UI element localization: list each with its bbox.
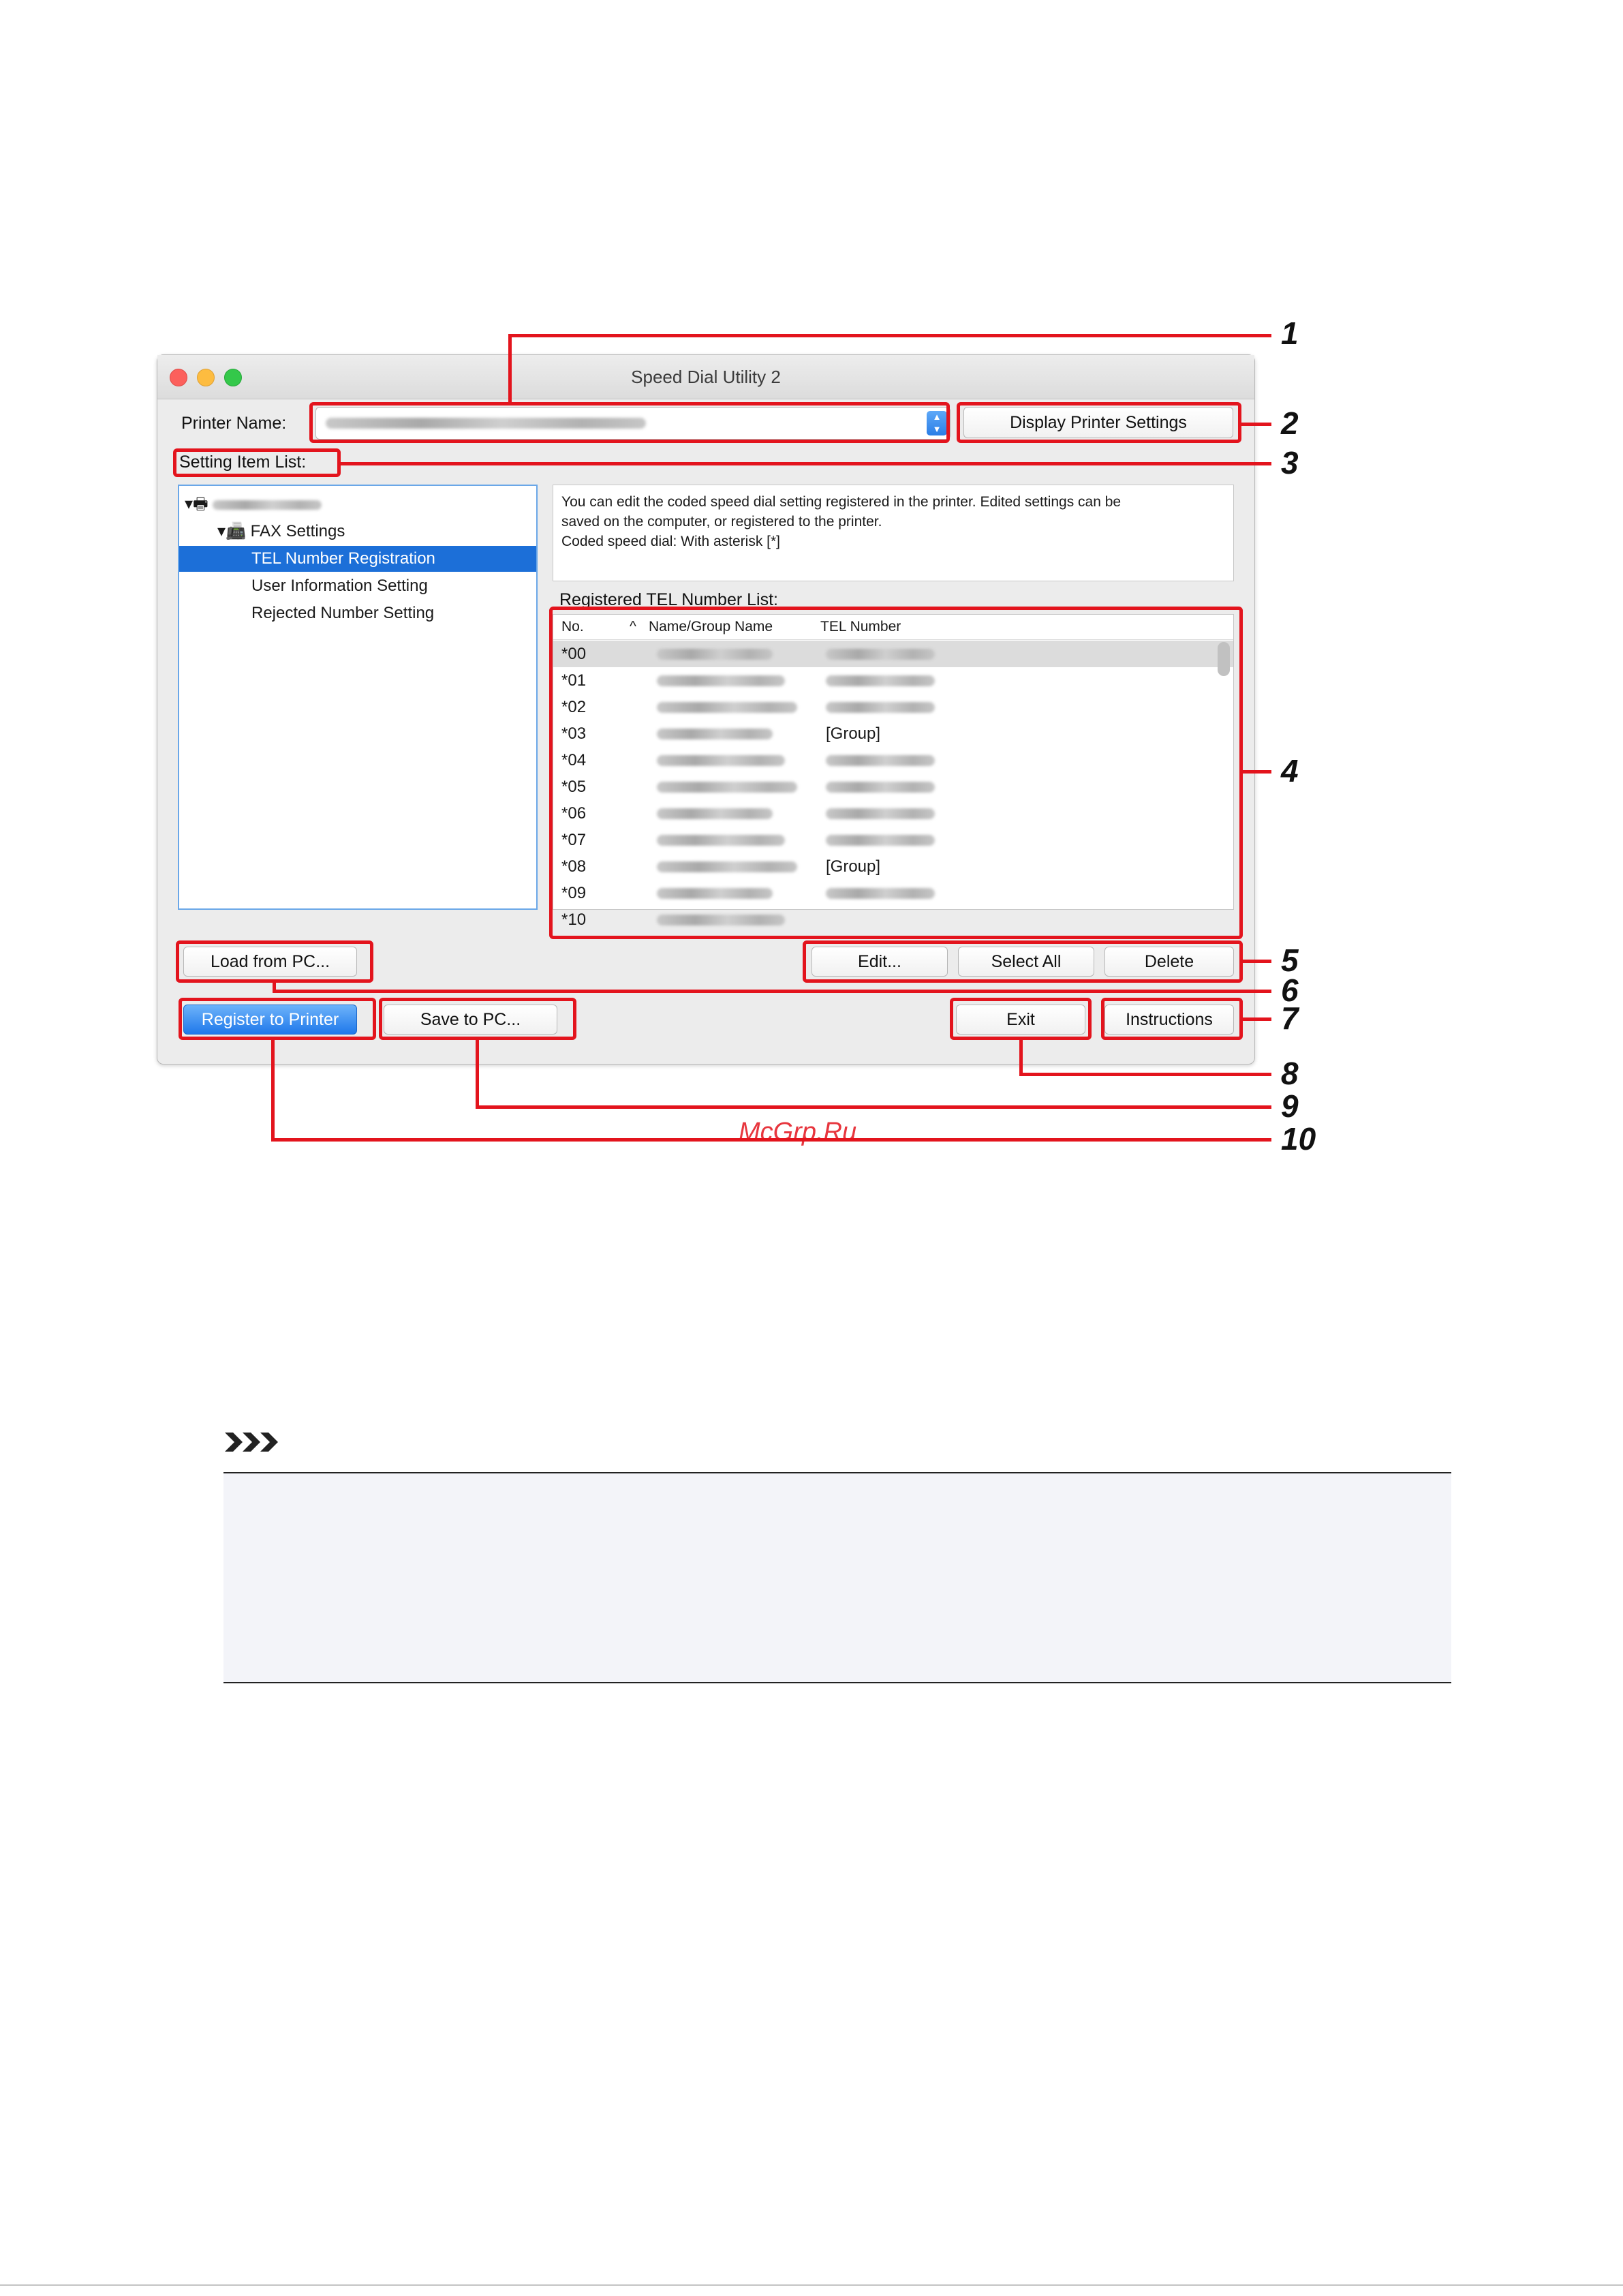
callout-box-4 [549, 607, 1243, 939]
callout-box-3 [173, 448, 341, 477]
row-number: *05 [561, 778, 587, 796]
window-title: Speed Dial Utility 2 [631, 367, 781, 387]
sort-ascending-icon: ^ [630, 619, 636, 634]
load-from-pc-button[interactable]: Load from PC... [183, 947, 357, 977]
callout-number-3: 3 [1281, 445, 1299, 480]
row-tel: [Group] [826, 724, 881, 743]
callout-number-1: 1 [1281, 316, 1299, 351]
callout-box-7 [1101, 998, 1243, 1040]
callout-number-5: 5 [1281, 943, 1299, 978]
column-tel[interactable]: TEL Number [820, 619, 901, 634]
callout-line-9h [476, 1105, 1271, 1109]
description-line: saved on the computer, or registered to the printer. [561, 514, 882, 530]
callout-line-3 [341, 462, 1271, 465]
tree-printer-node[interactable] [185, 491, 322, 517]
callout-box-1 [309, 402, 950, 443]
save-to-pc-button[interactable]: Save to PC... [384, 1005, 557, 1035]
row-tel: [Group] [826, 857, 881, 876]
row-number: *10 [561, 910, 587, 929]
row-number: *02 [561, 698, 587, 716]
instructions-button[interactable]: Instructions [1104, 1005, 1234, 1035]
callout-number-9: 9 [1281, 1088, 1299, 1124]
column-name[interactable]: Name/Group Name [649, 619, 773, 634]
tree-item-rejected-number[interactable]: Rejected Number Setting [251, 604, 435, 622]
footer-rule [0, 2284, 1623, 2290]
delete-button[interactable]: Delete [1104, 947, 1234, 977]
callout-line-7 [1243, 1017, 1271, 1021]
register-to-printer-button[interactable]: Register to Printer [183, 1005, 357, 1035]
callout-line-1h [508, 334, 1271, 337]
printer-node-label [213, 500, 322, 510]
tree-item-user-information[interactable]: User Information Setting [251, 577, 428, 595]
callout-line-6h [273, 990, 1271, 993]
printer-name-label: Printer Name: [181, 414, 287, 433]
callout-line-8h [1019, 1073, 1271, 1076]
row-number: *08 [561, 857, 587, 876]
callout-box-5 [803, 940, 1243, 983]
row-number: *04 [561, 751, 587, 769]
callout-box-9 [379, 998, 576, 1040]
row-number: *06 [561, 804, 587, 823]
fax-settings-label: FAX Settings [250, 522, 345, 540]
callout-line-9v [476, 1040, 479, 1108]
edit-button[interactable]: Edit... [812, 947, 948, 977]
callout-line-4 [1243, 770, 1271, 774]
callout-line-2 [1241, 423, 1271, 426]
fax-icon: 📠 [226, 522, 246, 540]
note-chevrons-icon [225, 1428, 300, 1456]
watermark: McGrp.Ru [739, 1118, 857, 1146]
setting-item-list-label: Setting Item List: [179, 453, 307, 472]
callout-box-2 [957, 402, 1241, 443]
description-line: Coded speed dial: With asterisk [*] [561, 534, 780, 549]
title-bar[interactable] [157, 355, 1254, 399]
callout-box-10 [179, 998, 376, 1040]
description-line: You can edit the coded speed dial setting registered in the printer. Edited settings can be [561, 494, 1122, 510]
callout-line-10v [271, 1040, 275, 1141]
row-number: *03 [561, 724, 587, 743]
row-number: *01 [561, 671, 587, 690]
note-box [223, 1472, 1451, 1683]
disclosure-triangle-icon[interactable]: ▾ [217, 522, 226, 540]
callout-number-2: 2 [1281, 405, 1299, 441]
callout-number-7: 7 [1281, 1000, 1299, 1036]
chevron-updown-icon[interactable]: ▲ ▼ [927, 411, 947, 435]
setting-item-tree [178, 485, 538, 910]
callout-box-8 [950, 998, 1092, 1040]
tree-fax-settings[interactable] [217, 519, 345, 545]
tree-item-tel-registration[interactable]: TEL Number Registration [179, 546, 536, 572]
callout-box-6 [176, 940, 373, 983]
description-panel [553, 485, 1234, 581]
row-number: *07 [561, 831, 587, 849]
callout-line-8v [1019, 1040, 1023, 1075]
column-no[interactable]: No. [561, 619, 584, 634]
callout-number-4: 4 [1281, 753, 1299, 789]
display-printer-settings-button[interactable]: Display Printer Settings [963, 407, 1233, 438]
printer-icon: 🖶 [193, 495, 208, 513]
callout-number-10: 10 [1281, 1121, 1316, 1157]
callout-number-6: 6 [1281, 973, 1299, 1008]
exit-button[interactable]: Exit [956, 1005, 1085, 1035]
select-all-button[interactable]: Select All [958, 947, 1094, 977]
registered-list-label: Registered TEL Number List: [559, 590, 778, 609]
disclosure-triangle-icon[interactable]: ▾ [185, 495, 194, 513]
callout-line-5 [1243, 960, 1271, 963]
row-number: *00 [561, 645, 587, 663]
callout-number-8: 8 [1281, 1056, 1299, 1091]
row-number: *09 [561, 884, 587, 902]
callout-line-1v [508, 334, 512, 403]
